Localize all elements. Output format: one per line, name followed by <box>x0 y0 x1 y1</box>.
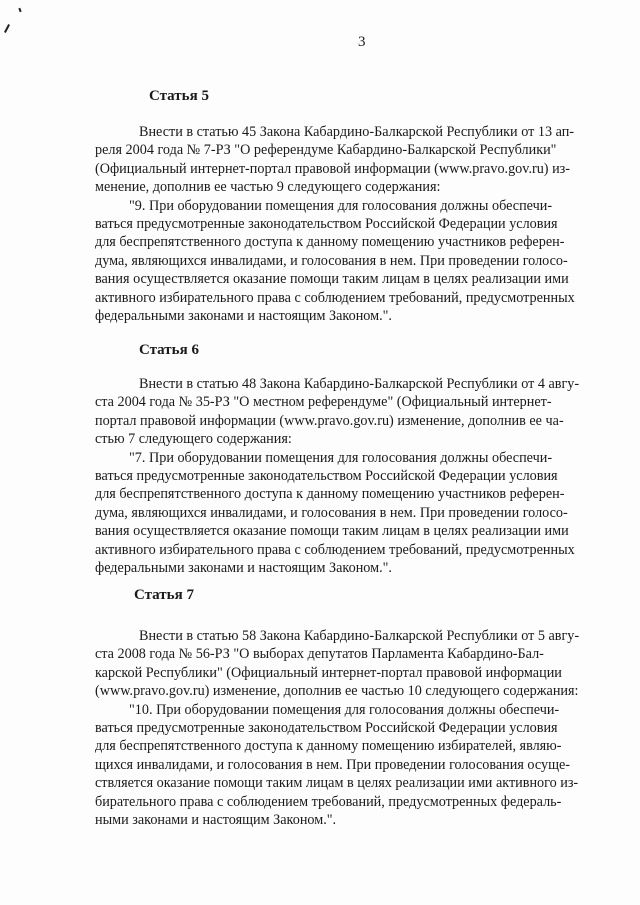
page-number: 3 <box>358 34 366 50</box>
paragraph-line: Внести в статью 48 Закона Кабардино-Балкарской Республики от 4 авгу- <box>139 376 580 392</box>
paragraph-line: активного избирательного права с соблюдением требований, предусмотренных <box>95 541 575 558</box>
scan-mark <box>4 24 10 33</box>
section-body <box>95 375 625 577</box>
paragraph-line: ваться предусмотренные законодательством Российской Федерации условия <box>95 719 558 736</box>
paragraph-line: "7. При оборудовании помещения для голосования должны обеспечи- <box>129 449 553 466</box>
paragraph-line: федеральными законами и настоящим Законом.". <box>95 307 392 324</box>
paragraph-line: (www.pravo.gov.ru) изменение, дополнив ее частью 10 следующего содержания: <box>95 683 579 700</box>
paragraph-line: щихся инвалидами, и голосования в нем. При проведении голосования осуще- <box>95 756 571 773</box>
paragraph-line: для беспрепятственного доступа к данному помещению участников референ- <box>95 486 565 503</box>
paragraph-line: "10. При оборудовании помещения для голосования должны обеспечи- <box>129 701 560 718</box>
paragraph-line: стью 7 следующего содержания: <box>95 431 292 448</box>
paragraph-line: дума, являющихся инвалидами, и голосования в нем. При проведении голосо- <box>95 252 568 269</box>
paragraph-line: дума, являющихся инвалидами, и голосования в нем. При проведении голосо- <box>95 504 568 521</box>
paragraph-line: ста 2004 года № 35-РЗ "О местном референдуме" (Официальный интернет- <box>95 394 552 411</box>
paragraph-line: вания осуществляется оказание помощи таким лицам в целях реализации ими <box>95 271 569 288</box>
paragraph-line: реля 2004 года № 7-РЗ "О референдуме Кабардино-Балкарской Республики" <box>95 142 557 159</box>
paragraph-line: (Официальный интернет-портал правовой информации (www.pravo.gov.ru) из- <box>95 160 571 177</box>
paragraph-line: "9. При оборудовании помещения для голосования должны обеспечи- <box>129 197 553 214</box>
paragraph-line: ствляется оказание помощи таким лицам в целях реализации ими активного из- <box>95 775 579 792</box>
paragraph-line: ваться предусмотренные законодательством Российской Федерации условия <box>95 215 558 232</box>
section-heading: Статья 6 <box>139 342 199 358</box>
section-body <box>95 123 625 325</box>
paragraph-line: федеральными законами и настоящим Законом.". <box>95 559 392 576</box>
paragraph-line: ста 2008 года № 56-РЗ "О выборах депутатов Парламента Кабардино-Бал- <box>95 646 544 663</box>
paragraph-line: портал правовой информации (www.pravo.gov.ru) изменение, дополнив ее ча- <box>95 412 564 429</box>
section-body <box>95 627 625 829</box>
paragraph-line: менение, дополнив ее частью 9 следующего содержания: <box>95 179 441 196</box>
section-heading: Статья 5 <box>149 88 209 104</box>
paragraph-line: вания осуществляется оказание помощи таким лицам в целях реализации ими <box>95 523 569 540</box>
paragraph-line: Внести в статью 45 Закона Кабардино-Балкарской Республики от 13 ап- <box>139 124 575 140</box>
paragraph-line: Внести в статью 58 Закона Кабардино-Балкарской Республики от 5 авгу- <box>139 628 580 644</box>
paragraph-line: карской Республики" (Официальный интернет-портал правовой информации <box>95 664 562 681</box>
section-heading: Статья 7 <box>134 587 194 603</box>
paragraph-line: для беспрепятственного доступа к данному помещению избирателей, являю- <box>95 738 562 755</box>
paragraph-line: ваться предусмотренные законодательством Российской Федерации условия <box>95 467 558 484</box>
paragraph-line: для беспрепятственного доступа к данному помещению участников референ- <box>95 234 565 251</box>
paragraph-line: ными законами и настоящим Законом.". <box>95 811 337 828</box>
paragraph-line: активного избирательного права с соблюдением требований, предусмотренных <box>95 289 575 306</box>
paragraph-line: бирательного права с соблюдением требований, предусмотренных федераль- <box>95 793 562 810</box>
scan-mark <box>18 8 21 12</box>
